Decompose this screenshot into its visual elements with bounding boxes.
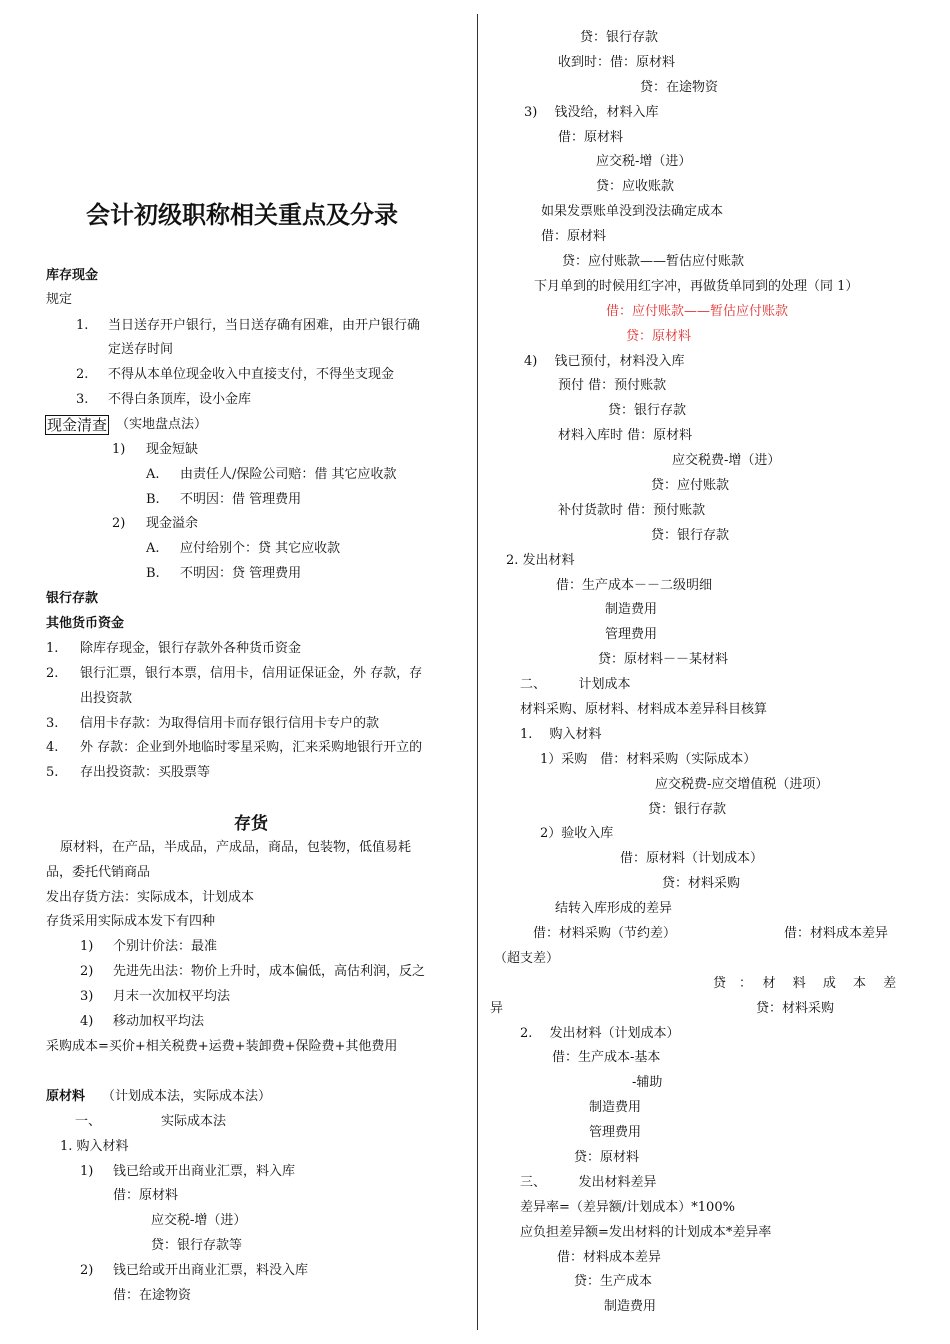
entry-line: 贷：原材料－－某材料 (598, 652, 729, 667)
list-item: 钱已给或开出商业汇票，料入库 (113, 1164, 296, 1179)
entry-line: 材料入库时 借：原材料 (558, 428, 693, 443)
entry-line: 二、 计划成本 (520, 677, 631, 692)
entry-line: 借：材料采购（节约差） (533, 926, 677, 941)
entry-line: 预付 借：预付账款 (558, 378, 667, 393)
entry-line: 贷 ： 材 料 成 本 差 (713, 976, 897, 991)
entry-line: 制造费用 (589, 1100, 642, 1115)
entry-line: 管理费用 (605, 627, 658, 642)
entry-line: 借：应付账款——暂估应付账款 (606, 304, 789, 319)
list-num: 3) (80, 989, 94, 1004)
inventory-desc: 品，委托代销商品 (46, 865, 151, 880)
section-heading-raw: 原材料 (46, 1089, 86, 1104)
list-item: 不得从本单位现金收入中直接支付，不得坐支现金 (108, 367, 395, 382)
entry-line: 2）验收入库 (540, 826, 614, 841)
entry-line: 贷：应收账款 (596, 179, 675, 194)
list-item: 现金溢余 (146, 516, 199, 531)
entry-line: 借：原材料 (558, 130, 624, 145)
list-num: 3. (46, 716, 59, 731)
list-num: A. (146, 467, 160, 482)
list-num: 1. (46, 641, 59, 656)
entry-line: 3) 钱没给，材料入库 (524, 105, 659, 120)
list-item: 月末一次加权平均法 (113, 989, 231, 1004)
cash-check-boxed-term: 现金清查 (47, 416, 108, 434)
entry-line: 贷：原材料 (626, 329, 692, 344)
list-item: 移动加权平均法 (113, 1014, 205, 1029)
entry-line: 借：材料成本差异 (557, 1250, 662, 1265)
list-item: 由责任人/保险公司赔：借 其它应收款 (180, 467, 397, 482)
entry-line: 借：原材料 (541, 229, 607, 244)
entry-line: 应交税费-应交增值税（进项） (655, 777, 829, 792)
entry-line: 制造费用 (605, 602, 658, 617)
cash-check-method: （实地盘点法） (116, 417, 208, 432)
entry-line: 贷：银行存款 (648, 802, 727, 817)
entry-line: 贷：银行存款 (580, 30, 659, 45)
entry-line: 材料采购、原材料、材料成本差异科目核算 (520, 702, 768, 717)
entry-line: 4) 钱已预付，材料没入库 (524, 354, 685, 369)
list-item: 现金短缺 (146, 442, 199, 457)
list-num: 3. (76, 392, 89, 407)
list-item: 存出投资款：买股票等 (80, 765, 211, 780)
entry-line: 应负担差异额=发出材料的计划成本*差异率 (520, 1225, 772, 1240)
list-num: B. (146, 566, 160, 581)
entry-line: 贷：生产成本 (574, 1274, 653, 1289)
list-num: 2) (80, 1263, 94, 1278)
inventory-desc: 原材料，在产品，半成品，产成品，商品，包装物，低值易耗 (60, 840, 412, 855)
entry-line: 应交税-增（进） (151, 1213, 247, 1228)
list-item: 不得白条顶库，设小金库 (108, 392, 252, 407)
entry-line: 补付货款时 借：预付账款 (558, 503, 706, 518)
entry-line: 借：原材料（计划成本） (620, 851, 764, 866)
list-item: 1. 购入材料 (60, 1139, 129, 1154)
list-item: 当日送存开户银行，当日送存确有困难，由开户银行确 (108, 318, 421, 333)
list-num: 2. (46, 666, 59, 681)
list-item: 出投资款 (80, 691, 133, 706)
entry-line: 贷：材料采购 (662, 876, 741, 891)
entry-line: 2. 发出材料（计划成本） (520, 1026, 680, 1041)
entry-line: （超支差） (494, 951, 560, 966)
entry-line: 借：原材料 (113, 1188, 179, 1203)
entry-line: 贷：银行存款 (651, 528, 730, 543)
list-num: 2. (76, 367, 89, 382)
entry-line: 2. 发出材料 (506, 553, 575, 568)
entry-line: -辅助 (632, 1075, 663, 1090)
entry-line: 结转入库形成的差异 (555, 901, 673, 916)
list-item: 银行汇票，银行本票，信用卡，信用证保证金，外 存款，存 (80, 666, 423, 681)
entry-line: 管理费用 (589, 1125, 642, 1140)
entry-line: 1）采购 借：材料采购（实际成本） (540, 752, 757, 767)
section-heading-other: 其他货币资金 (46, 616, 125, 631)
list-item: 信用卡存款：为取得信用卡而存银行信用卡专户的款 (80, 716, 380, 731)
list-item: 实际成本法 (161, 1114, 227, 1129)
list-item: 除库存现金，银行存款外各种货币资金 (80, 641, 302, 656)
list-num: 1. (76, 318, 89, 333)
inventory-methods-line: 发出存货方法：实际成本，计划成本 (46, 890, 255, 905)
column-divider (477, 14, 478, 1330)
entry-line: 借：生产成本－－二级明细 (556, 578, 713, 593)
entry-line: 借：生产成本-基本 (552, 1050, 661, 1065)
list-item: 外 存款：企业到外地临时零星采购，汇来采购地银行开立的 (80, 740, 423, 755)
list-num: 4) (80, 1014, 94, 1029)
list-num: 一、 (75, 1114, 102, 1129)
entry-line: 制造费用 (604, 1299, 657, 1314)
list-num: 1) (80, 939, 94, 954)
entry-line: 借：在途物资 (113, 1288, 192, 1303)
entry-line: 贷：应付账款——暂估应付账款 (562, 254, 745, 269)
list-num: 1) (112, 442, 126, 457)
entry-line: 贷：银行存款等 (151, 1238, 243, 1253)
entry-line: 贷：银行存款 (608, 403, 687, 418)
list-item: 不明因：贷 管理费用 (180, 566, 302, 581)
entry-line: 收到时：借：原材料 (558, 55, 676, 70)
cost-formula: 采购成本=买价+相关税费+运费+装卸费+保险费+其他费用 (46, 1039, 398, 1054)
entry-line: 贷：材料采购 (756, 1001, 835, 1016)
section-heading-cash: 库存现金 (46, 268, 99, 283)
list-item: 钱已给或开出商业汇票，料没入库 (113, 1263, 309, 1278)
inventory-four-line: 存货采用实际成本发下有四种 (46, 914, 216, 929)
rules-label: 规定 (46, 292, 73, 307)
list-num: 2) (112, 516, 126, 531)
entry-line: 贷：原材料 (574, 1150, 640, 1165)
entry-line: 借：材料成本差异 (784, 926, 889, 941)
list-num: 5. (46, 765, 59, 780)
list-num: 4. (46, 740, 59, 755)
entry-line: 下月单到的时候用红字冲，再做货单同到的处理（同 1） (534, 279, 859, 294)
entry-line: 应交税费-增（进） (672, 453, 781, 468)
entry-line: 如果发票账单没到没法确定成本 (541, 204, 724, 219)
list-item: 不明因：借 管理费用 (180, 492, 302, 507)
raw-heading-note: （计划成本法，实际成本法） (102, 1089, 272, 1104)
list-num: 2) (80, 964, 94, 979)
list-num: A. (146, 541, 160, 556)
entry-line: 应交税-增（进） (596, 154, 692, 169)
list-item: 先进先出法：物价上升时，成本偏低，高估利润，反之 (113, 964, 426, 979)
list-num: 1) (80, 1164, 94, 1179)
entry-line: 异 (490, 1001, 504, 1016)
page-title: 会计初级职称相关重点及分录 (86, 201, 398, 229)
section-heading-inventory: 存货 (234, 814, 268, 834)
list-num: B. (146, 492, 160, 507)
entry-line: 差异率=（差异额/计划成本）*100% (520, 1200, 735, 1215)
list-item: 应付给别个：贷 其它应收款 (180, 541, 341, 556)
entry-line: 贷：在途物资 (640, 80, 719, 95)
entry-line: 三、 发出材料差异 (520, 1175, 657, 1190)
entry-line: 1. 购入材料 (520, 727, 602, 742)
entry-line: 贷：应付账款 (651, 478, 730, 493)
list-item: 个别计价法：最准 (113, 939, 218, 954)
list-item: 定送存时间 (108, 342, 174, 357)
section-heading-bank: 银行存款 (46, 591, 99, 606)
